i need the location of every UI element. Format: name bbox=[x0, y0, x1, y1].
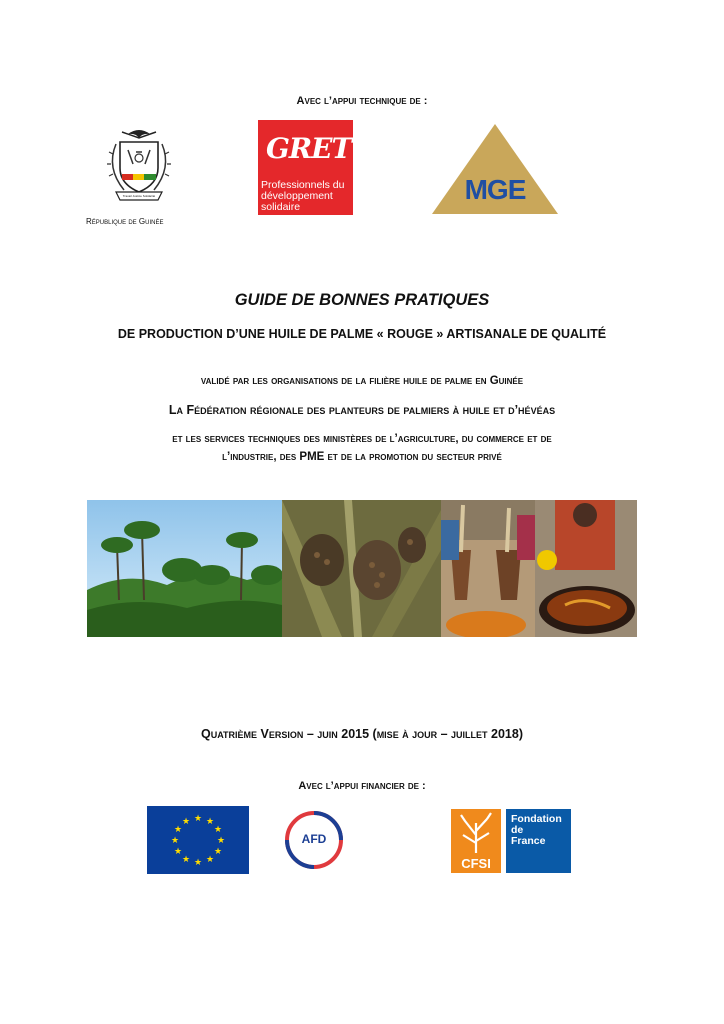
guide-subtitle: DE PRODUCTION D’UNE HUILE DE PALME « ROUGE » ARTISANALE DE QUALITÉ bbox=[117, 327, 607, 341]
coat-caption: République de Guinée bbox=[86, 217, 164, 226]
version-line: Quatrième Version – juin 2015 (mise à jour – juillet 2018) bbox=[201, 727, 523, 741]
eu-flag-logo bbox=[147, 806, 249, 874]
svg-text:★: ★ bbox=[216, 836, 226, 846]
svg-text:★: ★ bbox=[205, 817, 215, 827]
guide-title: GUIDE DE BONNES PRATIQUES bbox=[234, 291, 490, 309]
photo-pounding-mortars bbox=[441, 500, 535, 637]
gret-logo-name: GRET bbox=[266, 132, 352, 165]
validation-line-3b: l’industrie, des PME et de la promotion du secteur privé bbox=[222, 451, 502, 463]
validation-line-1: validé par les organisations de la filière huile de palme en Guinée bbox=[200, 375, 524, 387]
svg-text:★: ★ bbox=[170, 836, 180, 846]
svg-text:★: ★ bbox=[173, 847, 183, 857]
gret-tagline-1: Professionnels du bbox=[261, 179, 345, 191]
photo-palm-landscape bbox=[87, 500, 282, 637]
validation-line-3 bbox=[0, 430, 724, 466]
svg-text:★: ★ bbox=[193, 858, 203, 868]
cfsi-logo-text: CFSI bbox=[461, 856, 491, 871]
fondation-text-1: Fondation bbox=[511, 813, 562, 825]
svg-text:★: ★ bbox=[213, 847, 223, 857]
cfsi-logo bbox=[451, 809, 501, 873]
fondation-text-2: de bbox=[511, 824, 524, 836]
svg-text:★: ★ bbox=[181, 817, 191, 827]
gret-tagline-2: développement bbox=[261, 190, 333, 202]
technical-support-heading: Avec l’appui technique de : bbox=[296, 95, 428, 107]
svg-text:★: ★ bbox=[213, 825, 223, 835]
svg-text:★: ★ bbox=[193, 814, 203, 824]
mge-logo-text: MGE bbox=[464, 174, 526, 205]
fondation-text-3: France bbox=[511, 835, 546, 847]
validation-line-2: La Fédération régionale des planteurs de palmiers à huile et d’hévéas bbox=[168, 403, 556, 417]
validation-line-3a: et les services techniques des ministères de l’agriculture, du commerce et de bbox=[172, 433, 552, 445]
gret-logo bbox=[258, 120, 353, 215]
coat-motto: Travail Justice Solidarité bbox=[122, 194, 156, 198]
photo-palm-fruit bbox=[282, 500, 441, 637]
svg-text:★: ★ bbox=[173, 825, 183, 835]
mge-logo bbox=[430, 122, 560, 216]
svg-text:★: ★ bbox=[205, 855, 215, 865]
financial-support-heading: Avec l’appui financier de : bbox=[298, 780, 426, 792]
svg-text:★: ★ bbox=[181, 855, 191, 865]
afd-logo bbox=[284, 810, 344, 870]
gret-tagline-3: solidaire bbox=[261, 201, 301, 213]
photo-strip bbox=[87, 500, 637, 637]
guinea-coat-of-arms bbox=[98, 124, 180, 206]
photo-cooking-oil bbox=[535, 500, 637, 637]
fondation-de-france-logo bbox=[506, 809, 571, 873]
afd-logo-text: AFD bbox=[301, 832, 327, 846]
